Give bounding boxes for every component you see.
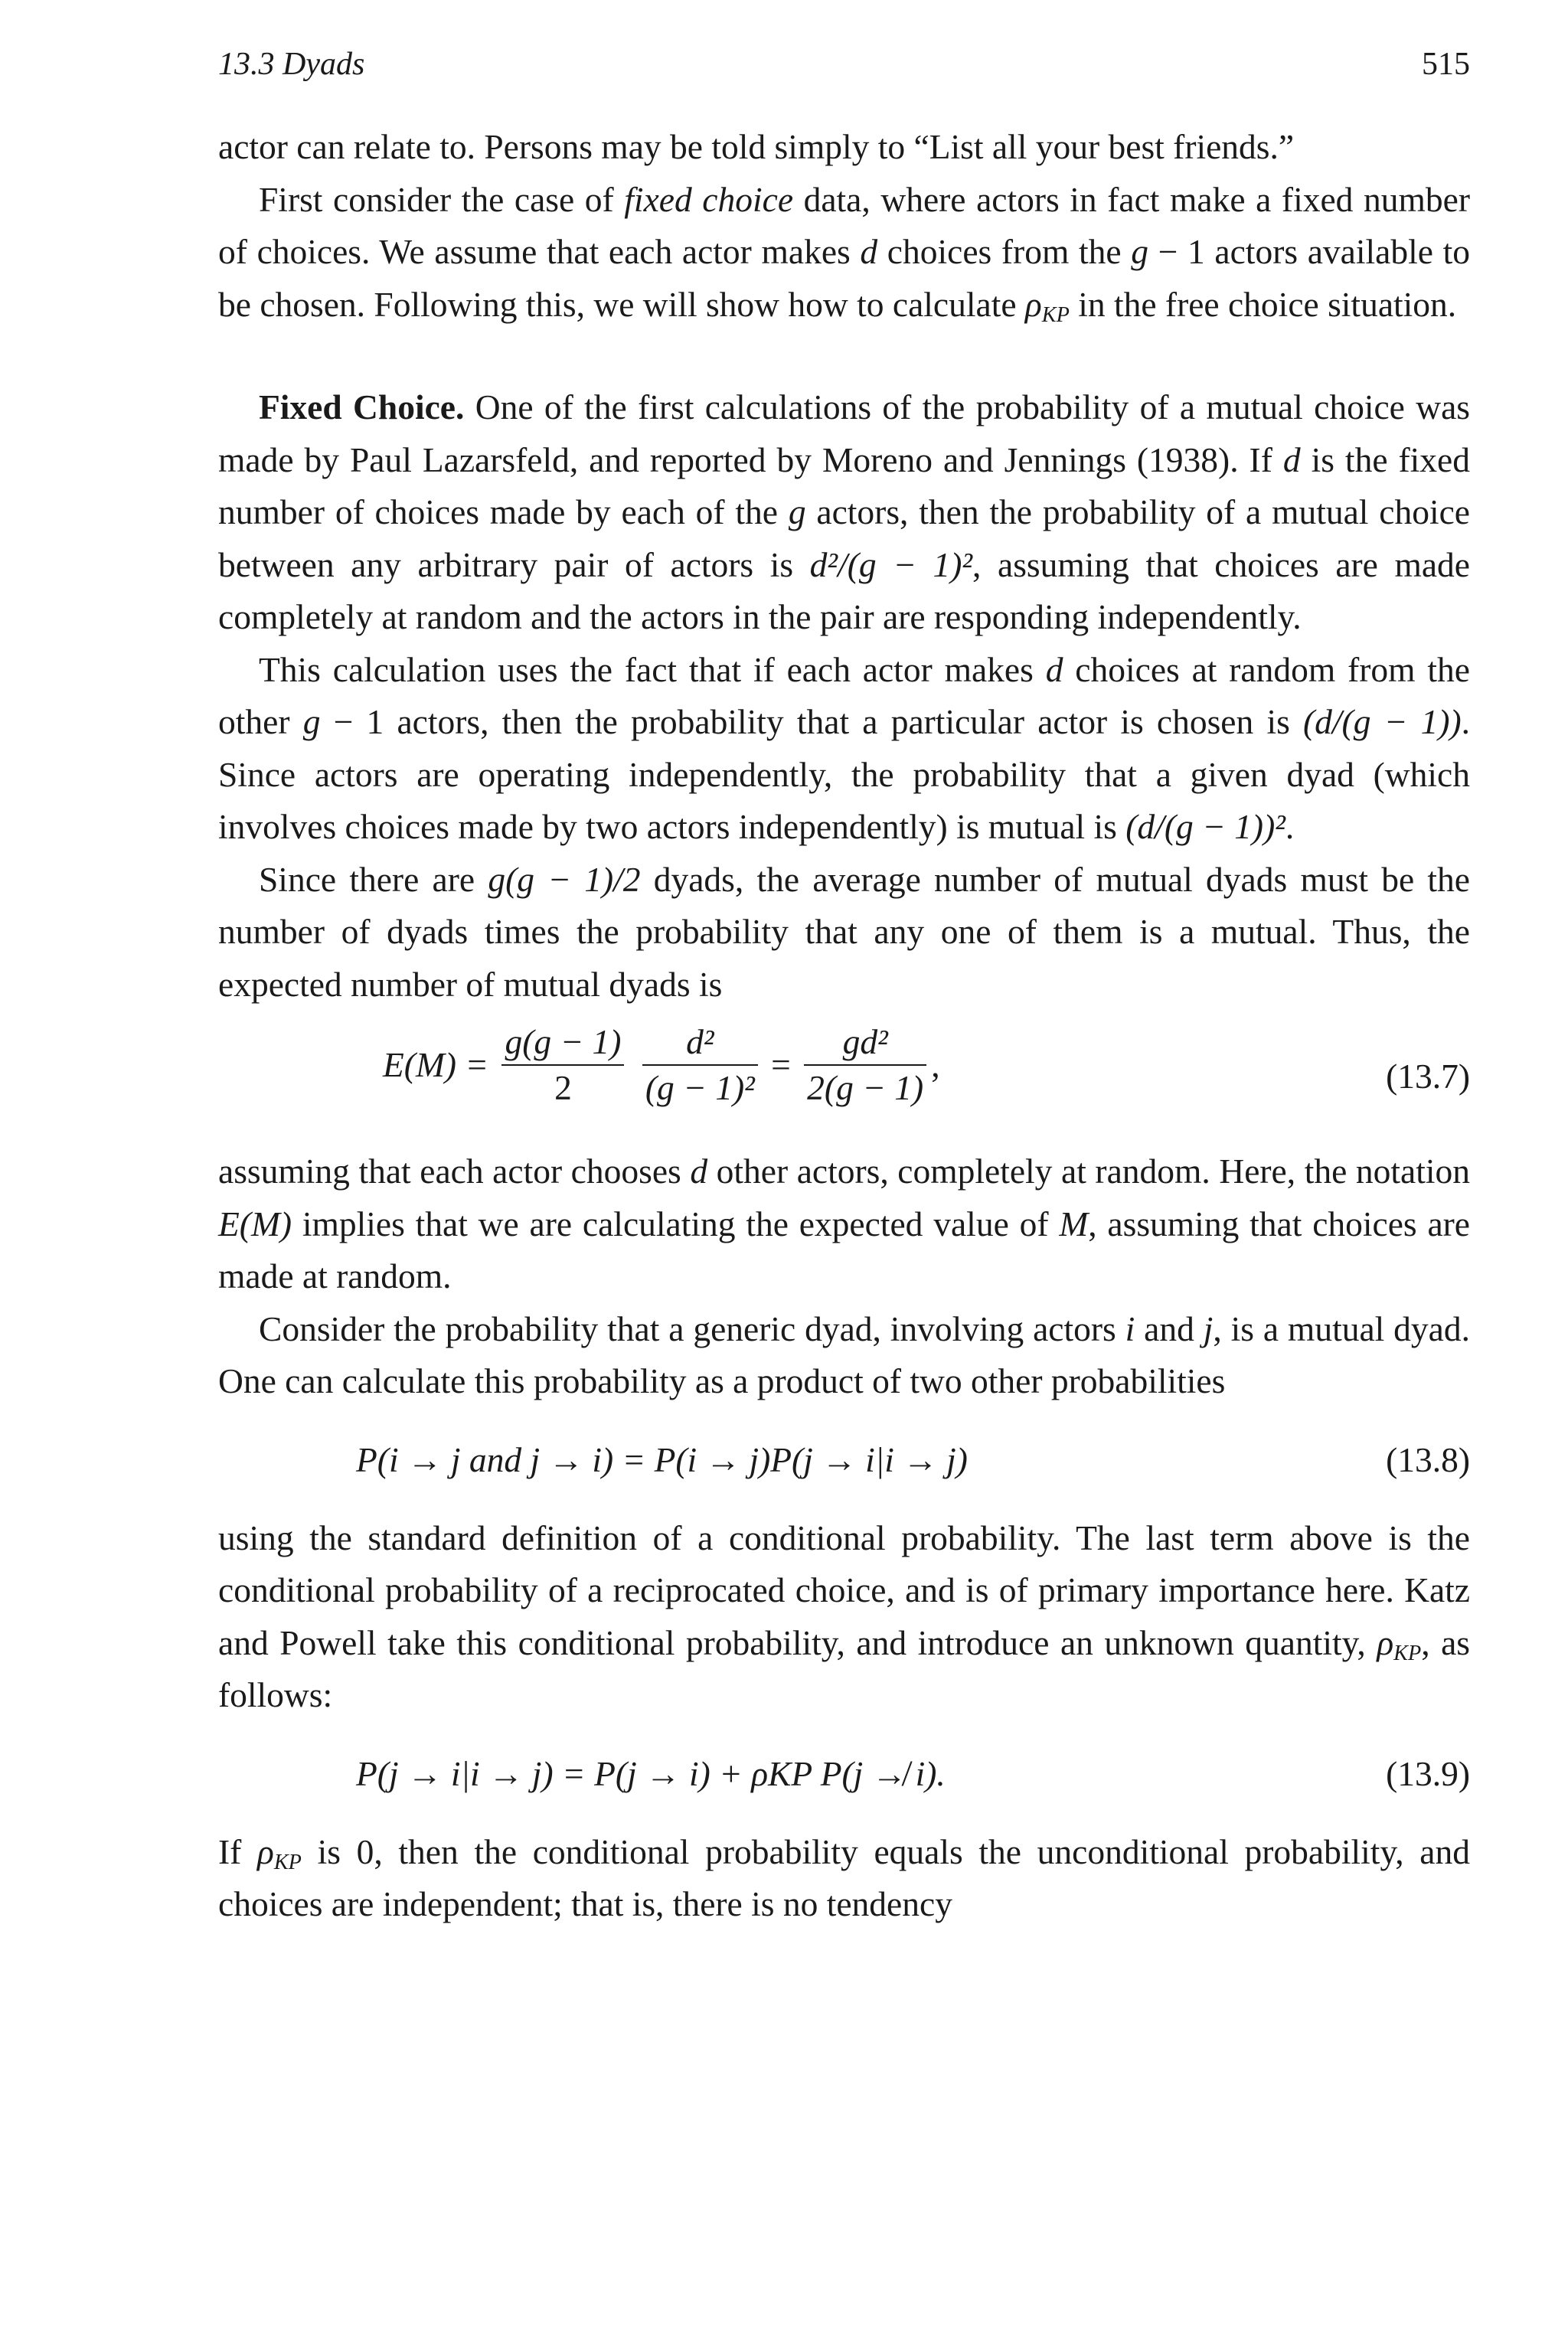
equation-number: (13.9) — [1386, 1753, 1470, 1793]
text-run: assuming that each actor chooses — [218, 1152, 691, 1191]
text-run: − 1 actors available to be chosen. Following this, we will show how to calculate — [218, 232, 1470, 324]
math-var: g — [788, 492, 806, 531]
text-run: data, where actors in fact make a fixed number of choices. We assume that each actor makes — [218, 179, 1470, 271]
text-run: and — [1135, 1308, 1204, 1348]
math-var: ρ — [1377, 1622, 1394, 1662]
eq-fraction — [804, 1020, 926, 1110]
eq-comma: , — [931, 1044, 940, 1084]
text-run: , is a mutual dyad. One can calculate this probability as a product of two other probabilities — [218, 1308, 1471, 1400]
running-title: 13.3 Dyads — [218, 47, 365, 82]
emphasis: fixed choice — [624, 179, 794, 219]
math-inline: (d/(g − 1))² — [1125, 807, 1285, 846]
math-inline: E(M) — [218, 1204, 292, 1243]
paragraph-assumption — [218, 1145, 1470, 1303]
eq-fraction — [642, 1020, 758, 1110]
math-var: d — [1045, 649, 1063, 689]
text-run: other actors, completely at random. Here, the notation — [707, 1152, 1470, 1191]
fraction-numerator: gd² — [804, 1020, 926, 1066]
math-var: i — [1125, 1308, 1135, 1348]
equation-number: (13.8) — [1386, 1439, 1470, 1479]
math-var: ρ — [1024, 284, 1042, 324]
paragraph-dyad-count — [218, 854, 1470, 1011]
text-run: . — [1285, 807, 1295, 846]
text-run: Consider the probability that a generic dyad, involving actors — [259, 1308, 1125, 1348]
fraction-denominator: 2 — [554, 1068, 572, 1107]
text-run: , assuming that choices are made completely at random and the actors in the pair are responding independently. — [218, 544, 1470, 636]
math-var: g — [1131, 232, 1149, 271]
fraction-denominator: 2(g − 1) — [807, 1068, 924, 1107]
equation-number: (13.7) — [1386, 1057, 1470, 1096]
math-var: d — [1282, 439, 1301, 479]
body-text — [218, 121, 1470, 1931]
eq-equals: = — [771, 1044, 791, 1084]
math-inline: g(g − 1)/2 — [488, 859, 641, 899]
text-run: − 1 actors, then the probability that a particular actor is chosen is — [320, 702, 1304, 741]
text-run: Since there are — [259, 859, 488, 899]
text-run: If — [218, 1831, 257, 1871]
text-run: This calculation uses the fact that if each actor makes — [259, 649, 1046, 689]
equation-13-8 — [218, 1417, 1470, 1501]
fraction-denominator: (g − 1)² — [645, 1068, 755, 1107]
text-run: , as follows: — [218, 1622, 1471, 1714]
eq-expression: P(j → i|i → j) = P(j → i) + ρKP P(j ↛ i). — [356, 1753, 946, 1793]
fraction-numerator: d² — [642, 1020, 758, 1066]
math-subscript: KP — [1041, 302, 1070, 327]
text-run: in the free choice situation. — [1069, 284, 1457, 324]
running-header — [218, 46, 1470, 92]
text-run: implies that we are calculating the expected value of — [292, 1204, 1060, 1243]
paragraph-fixed-choice-intro — [218, 174, 1470, 332]
paragraph-fixed-choice — [218, 381, 1470, 644]
text-run: using the standard definition of a conditional probability. The last term above is the conditional probability of a reciprocated choice, and is of primary importance here. Katz and Powell take this conditional probability, and introduce an unknown quantity, — [218, 1518, 1470, 1662]
text-run: . Since actors are operating independently, the probability that a given dyad (which involves choices made by two actors independently) is mutual is — [218, 702, 1470, 846]
text-run: dyads, the average number of mutual dyads must be the number of dyads times the probability that any one of them is a mutual. Thus, the expected number of mutual dyads is — [218, 859, 1470, 1004]
eq-lhs: E(M) = — [383, 1044, 489, 1084]
math-inline: d²/(g − 1)² — [809, 544, 973, 584]
text-run: choices at random from the other — [218, 649, 1470, 741]
text-run: actors, then the probability of a mutual choice between any arbitrary pair of actors is — [218, 492, 1470, 584]
math-var: M — [1059, 1204, 1089, 1243]
math-var: d — [690, 1152, 708, 1191]
eq-expression: P(i → j and j → i) = P(i → j)P(j → i|i → j) — [356, 1439, 968, 1479]
paragraph-calculation — [218, 644, 1470, 854]
text-run: actor can relate to. Persons may be told simply to “List all your best friends.” — [218, 127, 1295, 166]
equation-13-7 — [218, 1020, 1470, 1135]
page-number: 515 — [1422, 47, 1470, 82]
paragraph-conditional — [218, 1512, 1470, 1722]
fraction-numerator: g(g − 1) — [501, 1020, 624, 1066]
math-var: ρ — [257, 1831, 274, 1871]
equation-13-9 — [218, 1731, 1470, 1815]
paragraph-rho-zero — [218, 1826, 1470, 1931]
text-run: One of the first calculations of the probability of a mutual choice was made by Paul Lazarsfeld, and reported by Moreno and Jennings (1938). If — [218, 387, 1470, 479]
paragraph-continuation — [218, 121, 1470, 174]
text-run: choices from the — [877, 232, 1132, 271]
paragraph-generic-dyad — [218, 1303, 1470, 1408]
text-run: First consider the case of — [259, 179, 625, 219]
math-var: j — [1203, 1308, 1214, 1348]
math-var: g — [302, 702, 321, 741]
text-run: is 0, then the conditional probability equals the unconditional probability, and choices are independent; that is, there is no tendency — [218, 1831, 1470, 1923]
math-subscript: KP — [273, 1850, 302, 1874]
text-run: is the fixed number of choices made by each of the — [218, 439, 1470, 531]
math-inline: (d/(g − 1)) — [1303, 702, 1462, 741]
section-heading: Fixed Choice. — [259, 387, 465, 426]
eq-fraction — [501, 1020, 624, 1110]
math-subscript: KP — [1393, 1641, 1422, 1665]
text-run: , assuming that choices are made at random. — [218, 1204, 1470, 1295]
math-var: d — [860, 232, 878, 271]
